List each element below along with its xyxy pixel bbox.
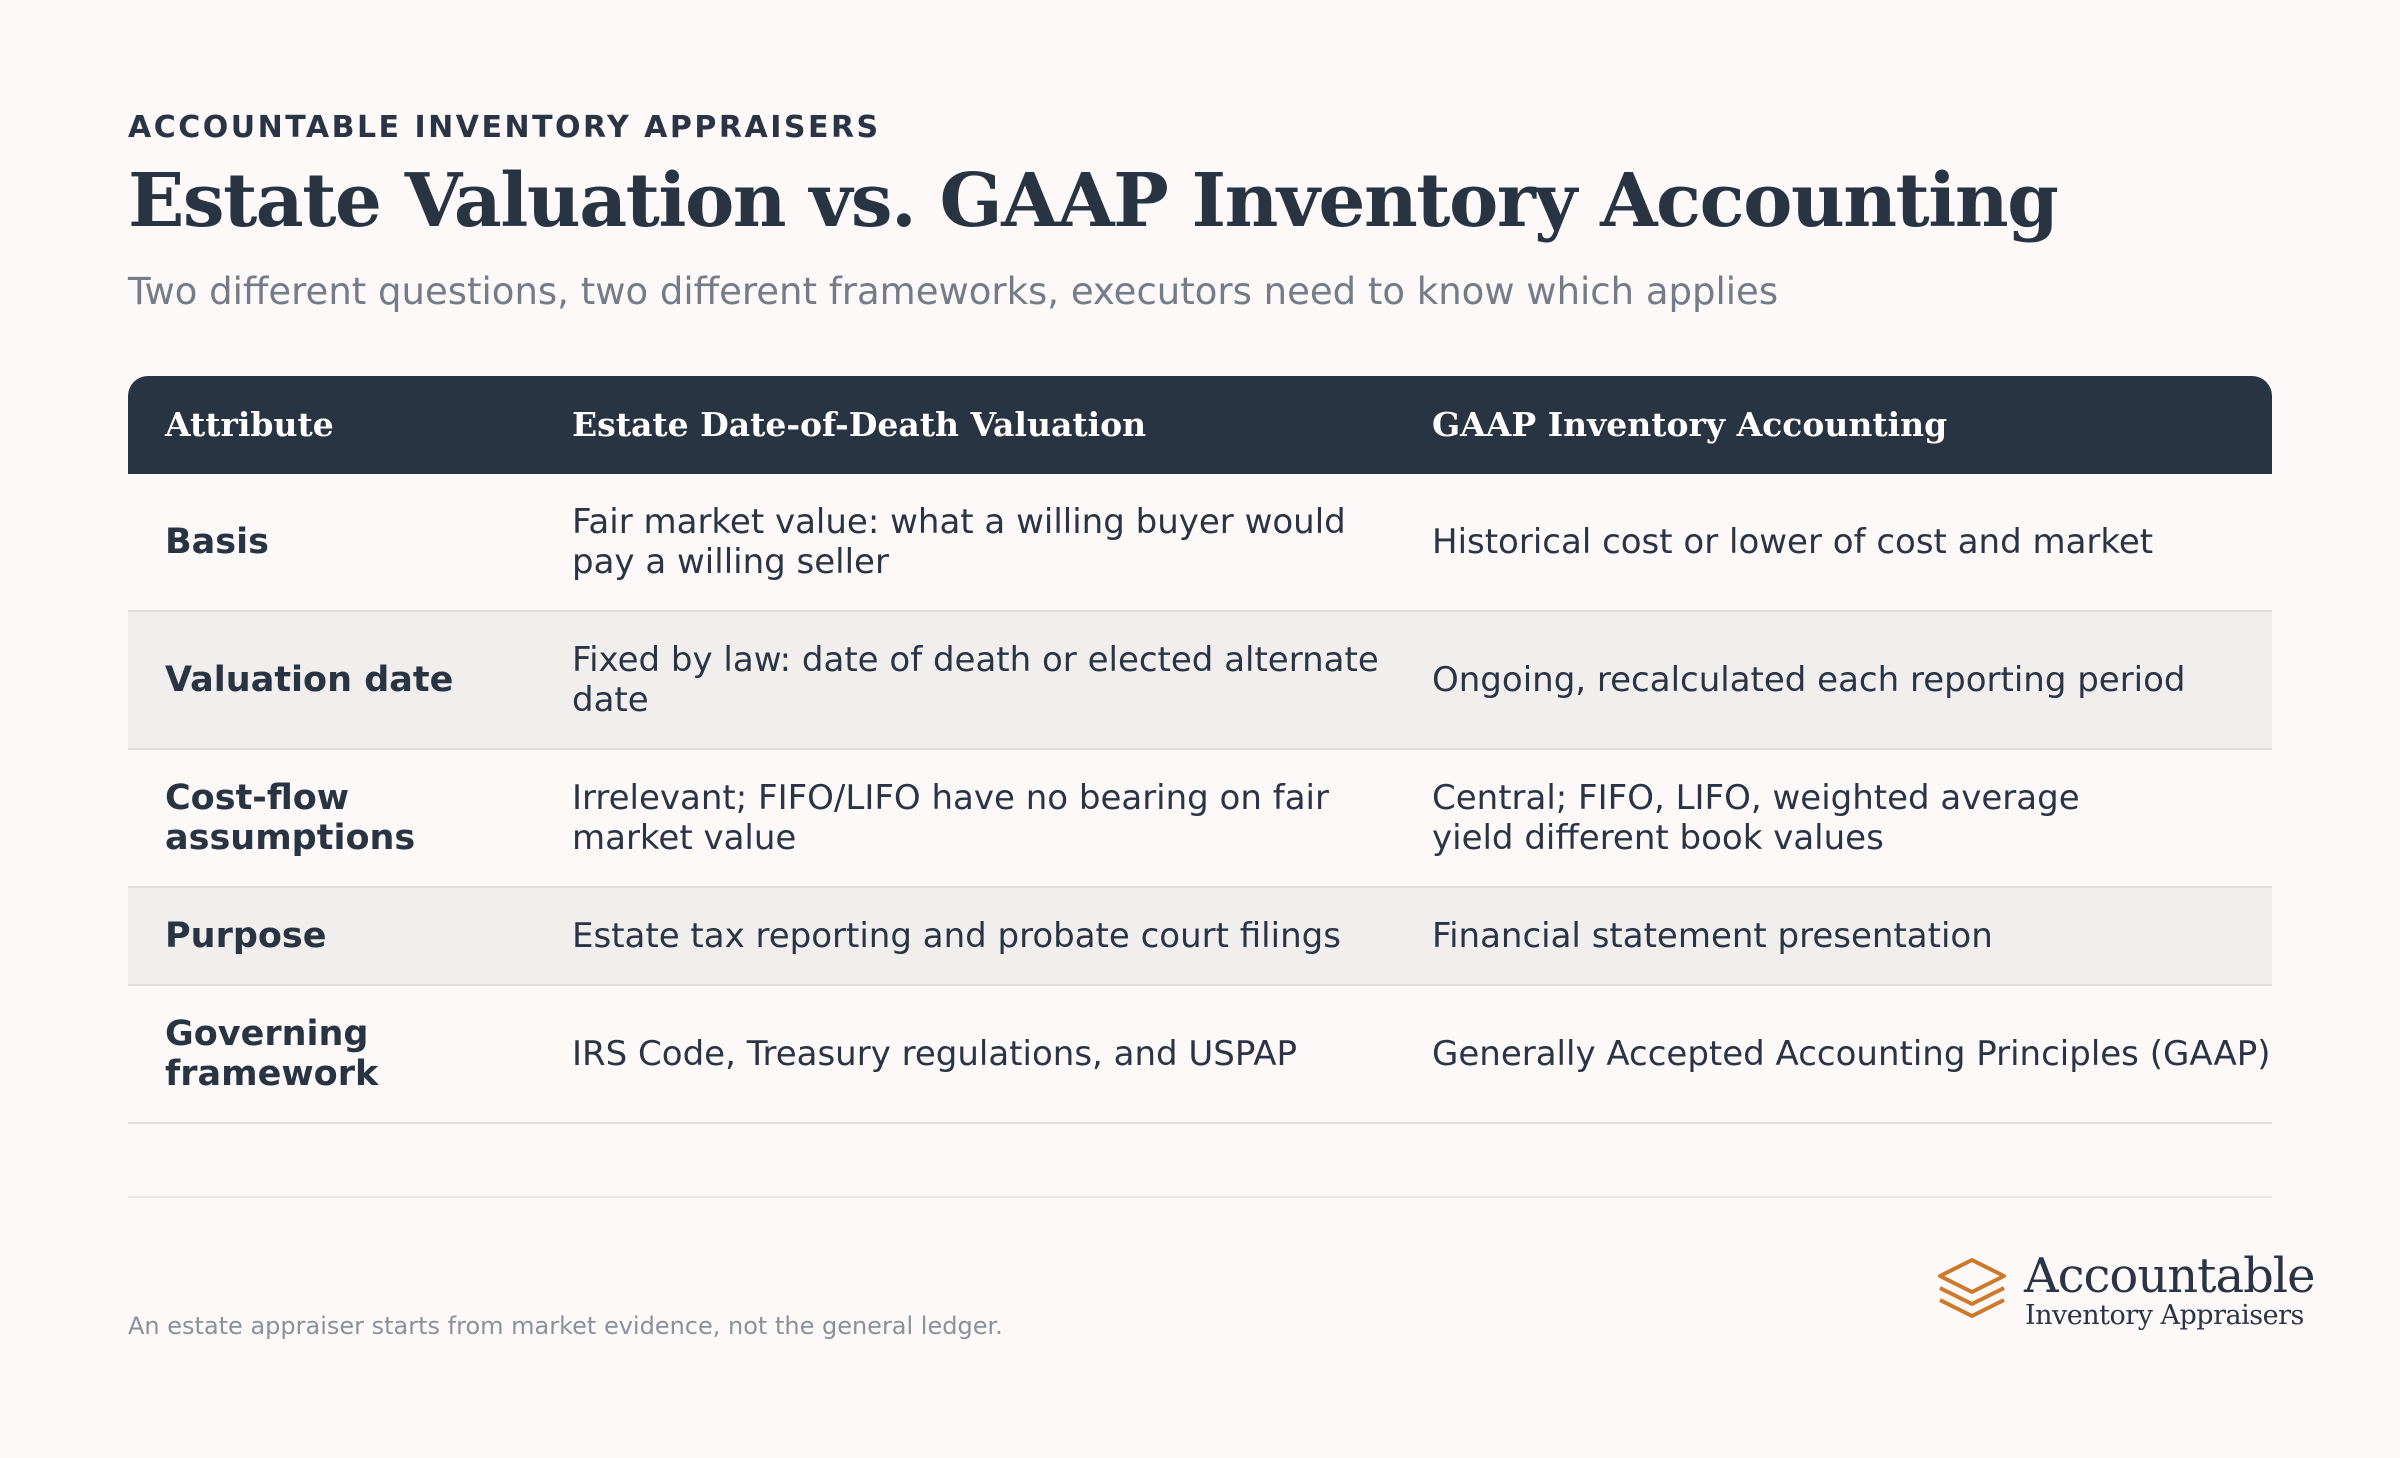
logo-subtitle: Inventory Appraisers	[2025, 1300, 2304, 1331]
row-gaap-value: Historical cost or lower of cost and market	[1432, 522, 2154, 562]
row-attribute: Basis	[165, 522, 269, 562]
page-title: Estate Valuation vs. GAAP Inventory Accounting	[128, 158, 2058, 244]
row-estate-value: Fair market value: what a willing buyer would pay a willing seller	[572, 502, 1346, 582]
table-row-basis	[128, 474, 2272, 612]
row-attribute: Cost-flow assumptions	[165, 778, 416, 858]
page-subtitle: Two different questions, two different frameworks, executors need to know which applies	[128, 270, 1779, 313]
stacked-layers-icon	[1934, 1254, 2010, 1330]
row-attribute: Valuation date	[165, 660, 454, 700]
row-estate-value: Estate tax reporting and probate court filings	[572, 916, 1341, 956]
footer-divider	[128, 1196, 2272, 1198]
logo-name: Accountable	[2024, 1248, 2315, 1304]
eyebrow-label: ACCOUNTABLE INVENTORY APPRAISERS	[128, 110, 881, 145]
table-row-purpose	[128, 888, 2272, 986]
table-row-governing-framework	[128, 986, 2272, 1124]
row-gaap-value: Central; FIFO, LIFO, weighted average yield different book values	[1432, 778, 2080, 858]
footnote: An estate appraiser starts from market evidence, not the general ledger.	[128, 1312, 1003, 1340]
row-gaap-value: Ongoing, recalculated each reporting period	[1432, 660, 2186, 700]
row-estate-value: Fixed by law: date of death or elected alternate date	[572, 640, 1379, 720]
row-estate-value: IRS Code, Treasury regulations, and USPAP	[572, 1034, 1297, 1074]
row-attribute: Purpose	[165, 916, 327, 956]
column-header-gaap: GAAP Inventory Accounting	[1432, 405, 1948, 444]
table-row-valuation-date	[128, 612, 2272, 750]
column-header-estate: Estate Date-of-Death Valuation	[572, 405, 1147, 444]
row-gaap-value: Generally Accepted Accounting Principles (GAAP)	[1432, 1034, 2271, 1074]
row-attribute: Governing framework	[165, 1014, 379, 1094]
brand-logo	[1904, 1248, 2315, 1338]
column-header-attribute: Attribute	[165, 405, 334, 444]
table-header	[128, 376, 2272, 474]
table-row-cost-flow	[128, 750, 2272, 888]
row-estate-value: Irrelevant; FIFO/LIFO have no bearing on fair market value	[572, 778, 1329, 858]
row-gaap-value: Financial statement presentation	[1432, 916, 1993, 956]
comparison-table	[128, 376, 2272, 1124]
